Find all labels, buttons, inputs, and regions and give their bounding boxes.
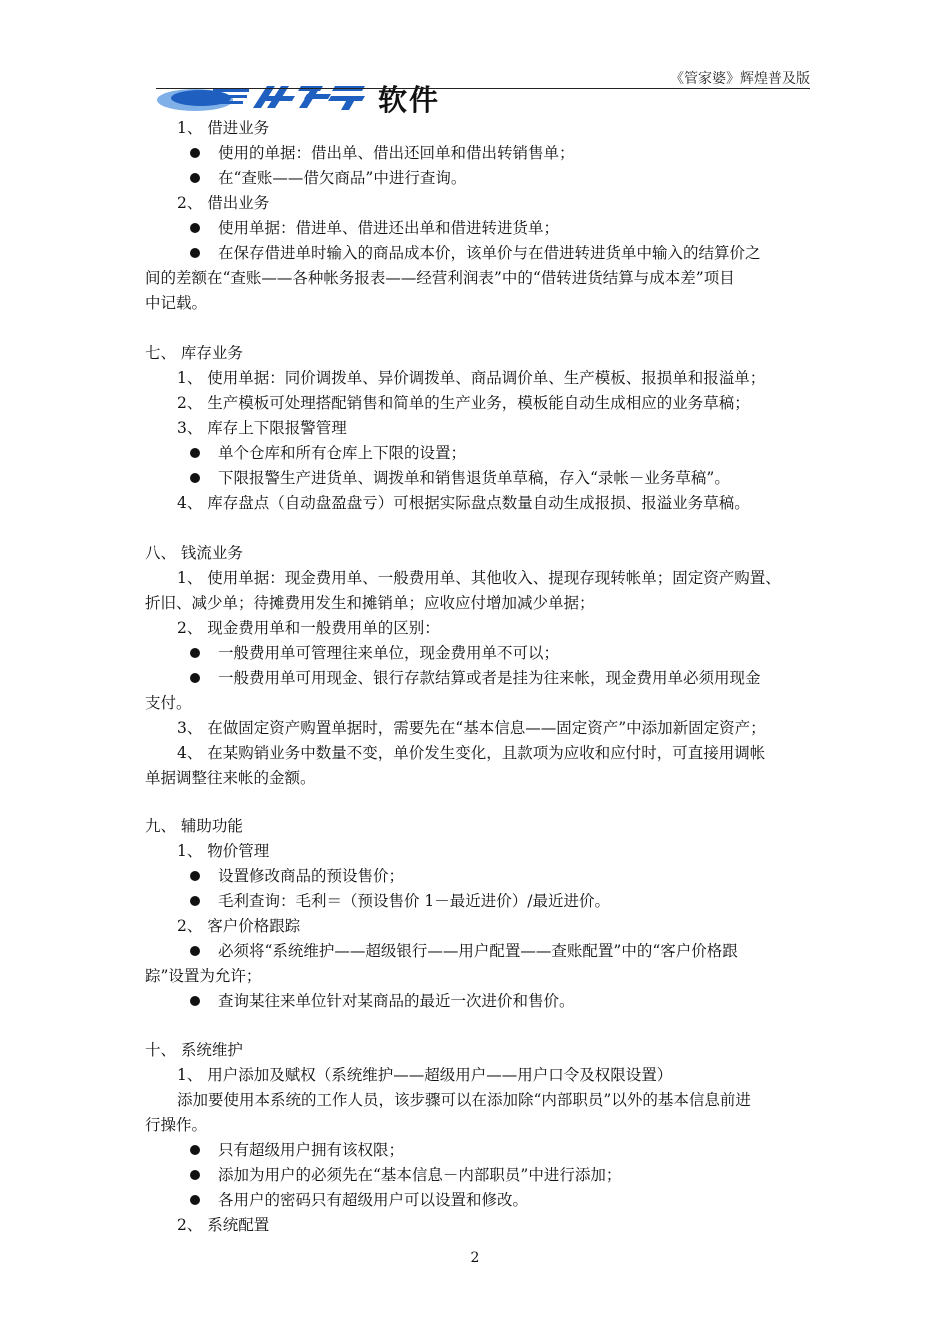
section-heading-auxiliary: 九、 辅助功能: [145, 817, 243, 835]
list-item: 使用的单据：借出单、借出还回单和借出转销售单；: [145, 141, 854, 165]
list-item: 1、 用户添加及赋权（系统维护——超级用户——用户口令及权限设置）: [177, 1066, 673, 1084]
paragraph-line: 踪”设置为允许；: [145, 967, 262, 985]
bullet-icon: [190, 173, 200, 183]
bullet-icon: [190, 871, 200, 881]
list-item: 2、 系统配置: [177, 1216, 270, 1234]
list-item: 3、 库存上下限报警管理: [177, 419, 347, 437]
list-item: 必须将“系统维护——超级银行——用户配置——查账配置”中的“客户价格跟: [145, 939, 854, 963]
list-item: 设置修改商品的预设售价；: [145, 864, 854, 888]
list-item: 4、 在某购销业务中数量不变，单价发生变化，且款项为应收和应付时，可直接用调帐: [177, 744, 766, 762]
list-item: 在保存借进单时输入的商品成本价，该单价与在借进转进货单中输入的结算价之: [145, 241, 854, 265]
list-item: 2、 生产模板可处理搭配销售和简单的生产业务，模板能自动生成相应的业务草稿；: [177, 394, 750, 412]
bullet-icon: [190, 896, 200, 906]
list-item: 1、 物价管理: [177, 842, 270, 860]
paragraph-line: 间的差额在“查账——各种帐务报表——经营利润表”中的“借转进货结算与成本差”项目: [145, 269, 735, 287]
list-item: 单个仓库和所有仓库上下限的设置；: [145, 441, 854, 465]
header-divider: [156, 88, 810, 89]
logo-swoosh-icon: [157, 89, 249, 111]
paragraph-line: 支付。: [145, 694, 192, 712]
list-item: 各用户的密码只有超级用户可以设置和修改。: [145, 1188, 854, 1212]
list-item: 2、 客户价格跟踪: [177, 917, 301, 935]
document-title: 《管家婆》辉煌普及版: [670, 71, 810, 87]
list-item: 2、 现金费用单和一般费用单的区别：: [177, 619, 440, 637]
bullet-icon: [190, 1195, 200, 1205]
bullet-icon: [190, 946, 200, 956]
bullet-icon: [190, 1170, 200, 1180]
list-item: 一般费用单可用现金、银行存款结算或者是挂为往来帐，现金费用单必须用现金: [145, 666, 854, 690]
heading-borrow-in: 1、 借进业务: [177, 119, 270, 137]
list-item: 使用单据：借进单、借进还出单和借进转进货单；: [145, 216, 854, 240]
bullet-icon: [190, 248, 200, 258]
list-item: 一般费用单可管理往来单位，现金费用单不可以；: [145, 641, 854, 665]
list-item: 毛利查询：毛利＝（预设售价 1－最近进价）/最近进价。: [145, 889, 854, 913]
list-item: 4、 库存盘点（自动盘盈盘亏）可根据实际盘点数量自动生成报损、报溢业务草稿。: [177, 494, 750, 512]
section-heading-inventory: 七、 库存业务: [145, 344, 243, 362]
list-item: 只有超级用户拥有该权限；: [145, 1138, 854, 1162]
logo-text: 软件: [378, 83, 441, 117]
list-item: 查询某往来单位针对某商品的最近一次进价和售价。: [145, 989, 854, 1013]
bullet-icon: [190, 148, 200, 158]
list-item: 1、 使用单据：现金费用单、一般费用单、其他收入、提现存现转帐单；固定资产购置、: [177, 569, 781, 587]
page-number: 2: [470, 1250, 480, 1266]
section-heading-maintenance: 十、 系统维护: [145, 1041, 243, 1059]
paragraph-line: 单据调整往来帐的金额。: [145, 769, 316, 787]
bullet-icon: [190, 473, 200, 483]
bullet-icon: [190, 448, 200, 458]
bullet-icon: [190, 223, 200, 233]
bullet-icon: [190, 1145, 200, 1155]
list-item: 1、 使用单据：同价调拨单、异价调拨单、商品调价单、生产模板、报损单和报溢单；: [177, 369, 766, 387]
list-item: 添加为用户的必须先在“基本信息－内部职员”中进行添加；: [145, 1163, 854, 1187]
paragraph-line: 行操作。: [145, 1116, 208, 1134]
bullet-icon: [190, 648, 200, 658]
heading-borrow-out: 2、 借出业务: [177, 194, 270, 212]
section-heading-cashflow: 八、 钱流业务: [145, 544, 243, 562]
list-item: 3、 在做固定资产购置单据时，需要先在“基本信息——固定资产”中添加新固定资产；: [177, 719, 766, 737]
list-item: 在“查账——借欠商品”中进行查询。: [145, 166, 854, 190]
logo-mark-icon: [253, 86, 365, 110]
bullet-icon: [190, 996, 200, 1006]
paragraph-line: 折旧、减少单；待摊费用发生和摊销单；应收应付增加减少单据；: [145, 594, 595, 612]
paragraph-line: 添加要使用本系统的工作人员，该步骤可以在添加除“内部职员”以外的基本信息前进: [177, 1091, 751, 1109]
paragraph-line: 中记载。: [145, 294, 208, 312]
bullet-icon: [190, 673, 200, 683]
list-item: 下限报警生产进货单、调拨单和销售退货单草稿，存入“录帐－业务草稿”。: [145, 466, 854, 490]
